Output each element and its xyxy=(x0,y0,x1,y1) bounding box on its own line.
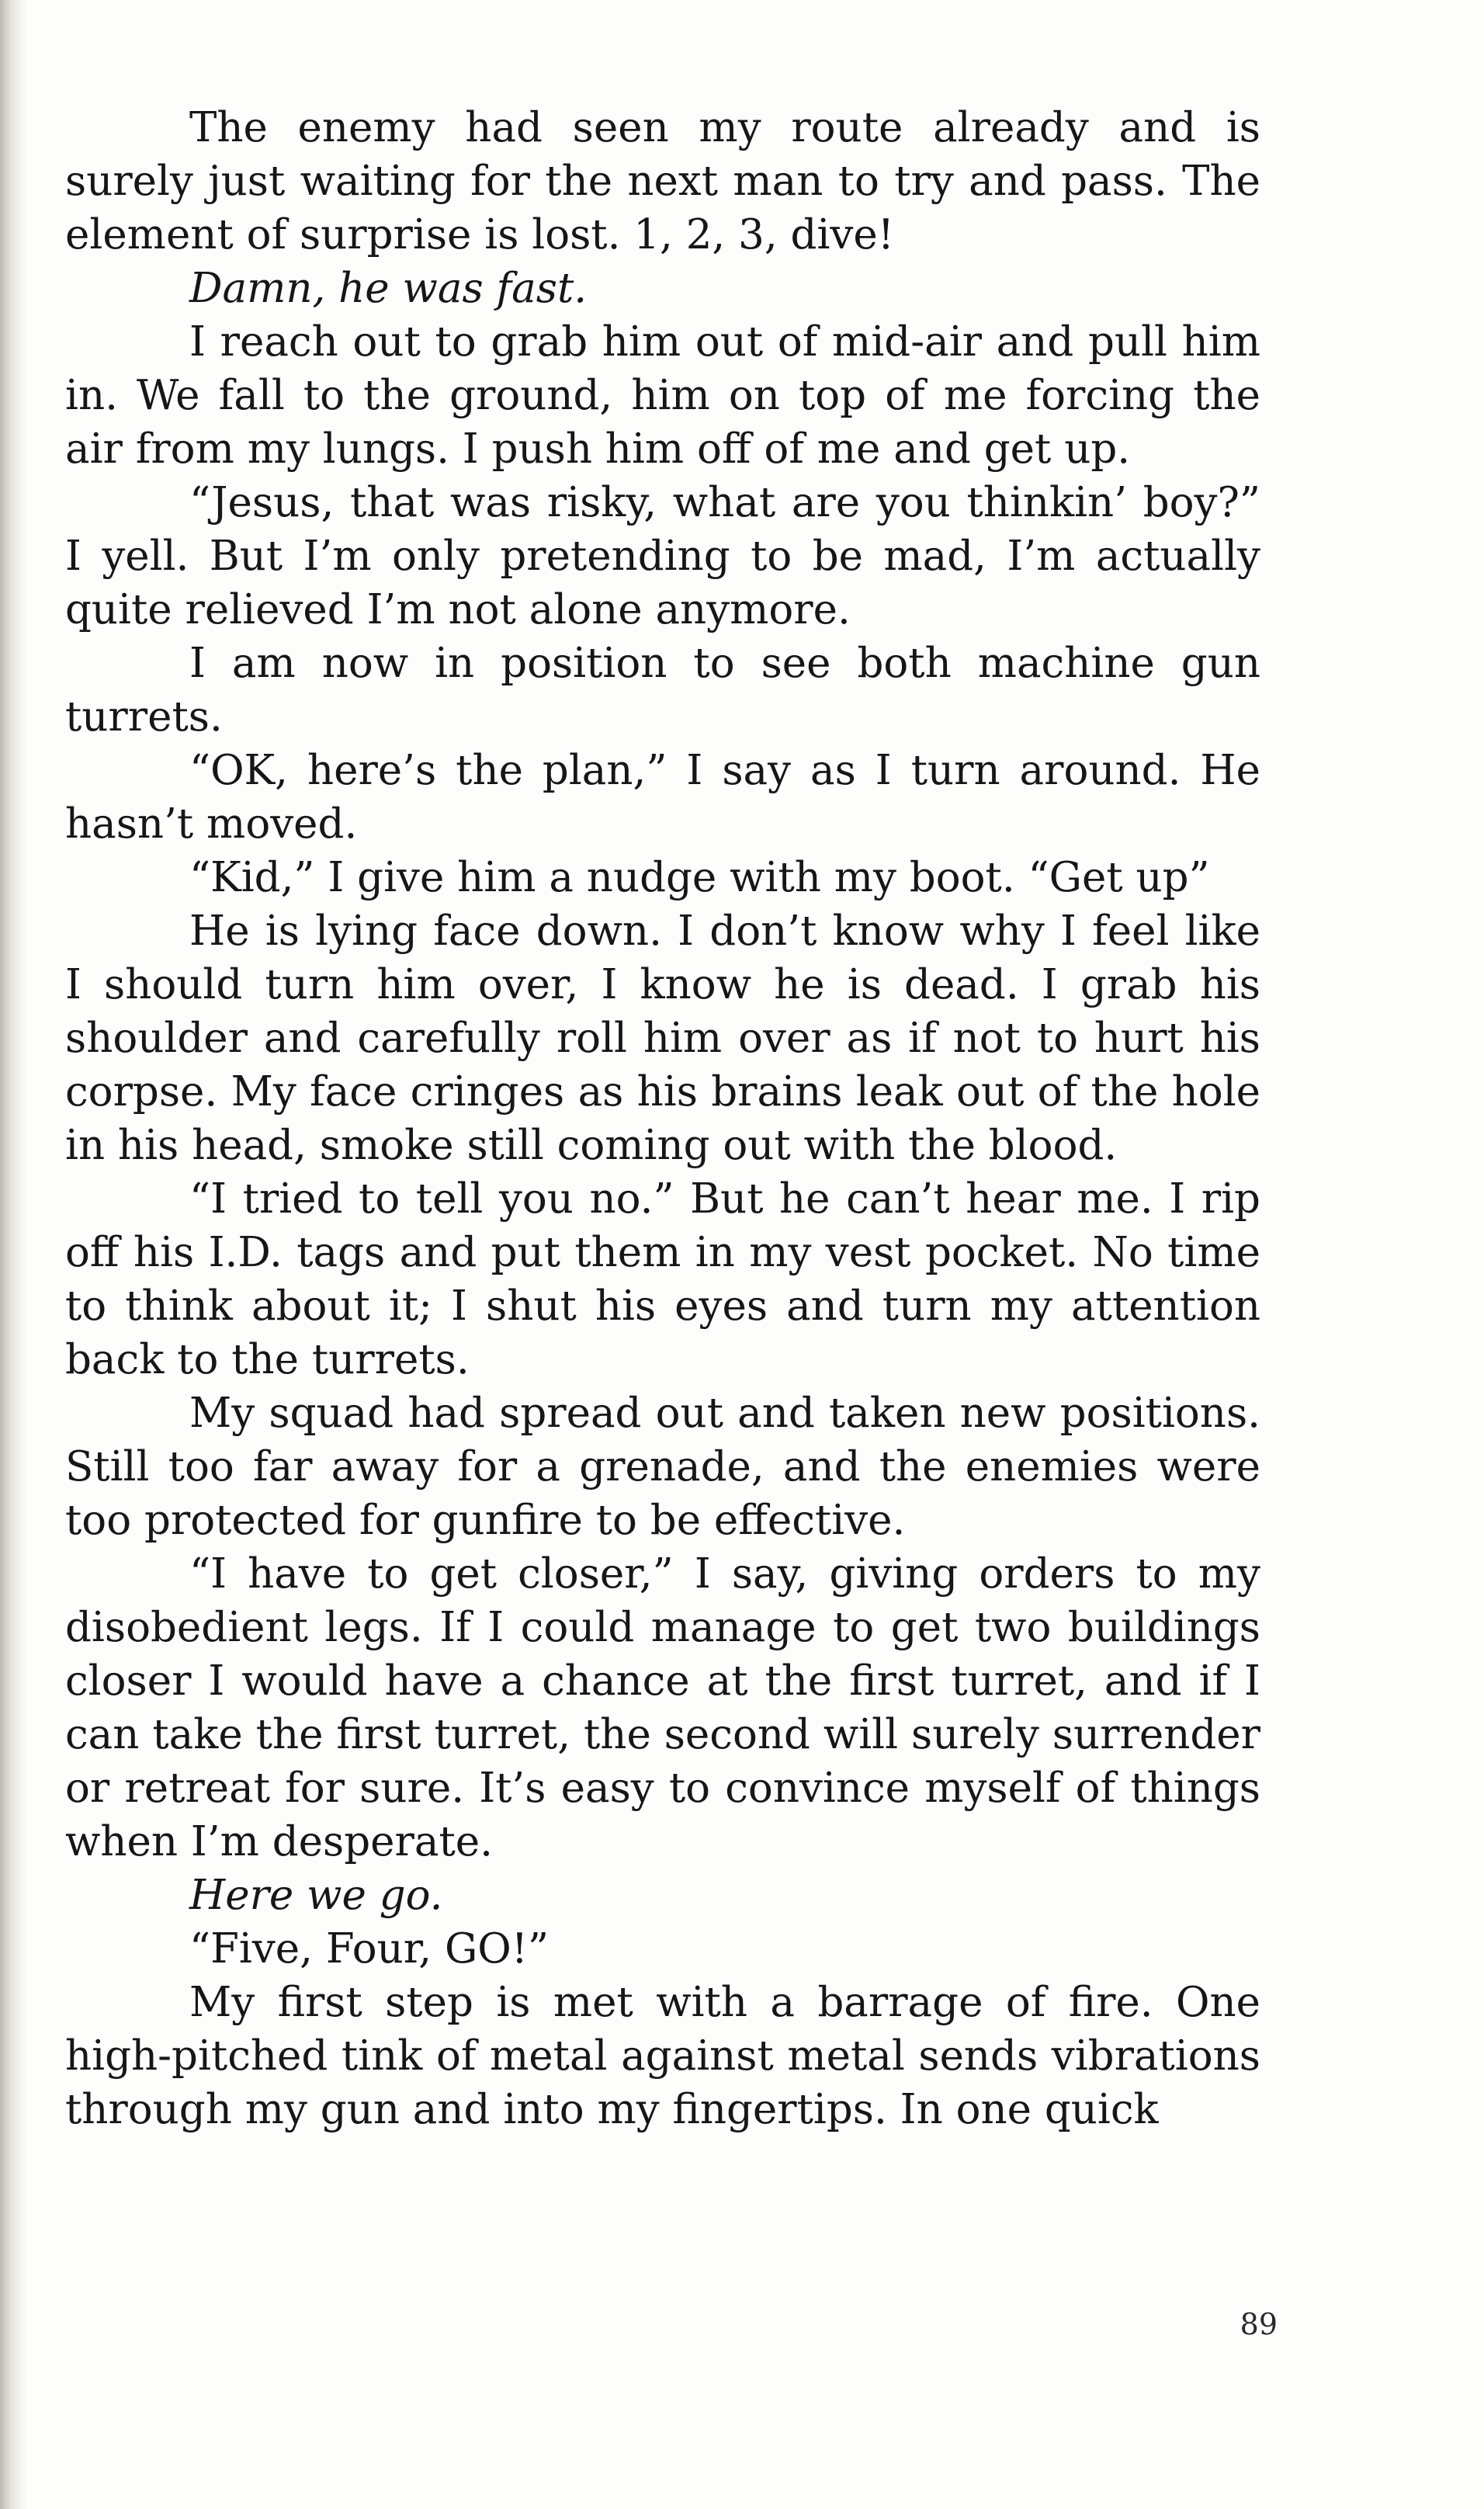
paragraph: “Five, Four, GO!” xyxy=(189,1925,550,1973)
page-number: 89 xyxy=(1240,2307,1278,2341)
paragraph: “I have to get closer,” I say, giving orders to my disobedient legs. If I could manage to get two buildings closer I would have a chance at the first turret, and if I can take the first turret, the second will surely surrender or retreat for sure. It’s easy to convince myself of things when I’m desperate. xyxy=(65,1550,1260,1865)
paragraph-italic: Here we go. xyxy=(189,1872,443,1919)
paragraph: “OK, here’s the plan,” I say as I turn around. He hasn’t moved. xyxy=(65,747,1260,848)
paragraph: My first step is met with a barrage of fire. One high-pitched tink of metal against metal sends vibrations through my gun and into my fingertips. In one quick xyxy=(65,1979,1260,2133)
paragraph: “Jesus, that was risky, what are you thinkin’ boy?” I yell. But I’m only pretending to be mad, I’m actually quite relieved I’m not alone anymore. xyxy=(65,479,1260,633)
paragraph: The enemy had seen my route already and is surely just waiting for the next man to try and pass. The element of surprise is lost. 1, 2, 3, dive! xyxy=(65,104,1260,259)
paragraph: “I tried to tell you no.” But he can’t hear me. I rip off his I.D. tags and put them in my vest pocket. No time to think about it; I shut his eyes and turn my attention back to the turrets. xyxy=(65,1175,1260,1383)
paragraph: “Kid,” I give him a nudge with my boot. “Get up” xyxy=(189,854,1210,901)
paragraph: I reach out to grab him out of mid-air and pull him in. We fall to the ground, him on top of me forcing the air from my lungs. I push him off of me and get up. xyxy=(65,318,1260,473)
paragraph: He is lying face down. I don’t know why I feel like I should turn him over, I know he is dead. I grab his shoulder and carefully roll him over as if not to hurt his corpse. My face cringes as his brains leak out of the hole in his head, smoke still coming out with the blood. xyxy=(65,907,1260,1169)
paragraph: I am now in position to see both machine gun turrets. xyxy=(65,640,1260,741)
paragraph: My squad had spread out and taken new positions. Still too far away for a grenade, and the enemies were too protected for gunfire to be effective. xyxy=(65,1390,1260,1544)
page-gutter-shadow xyxy=(0,0,26,2509)
paragraph-italic: Damn, he was fast. xyxy=(189,265,588,312)
body-text xyxy=(65,101,1260,2136)
